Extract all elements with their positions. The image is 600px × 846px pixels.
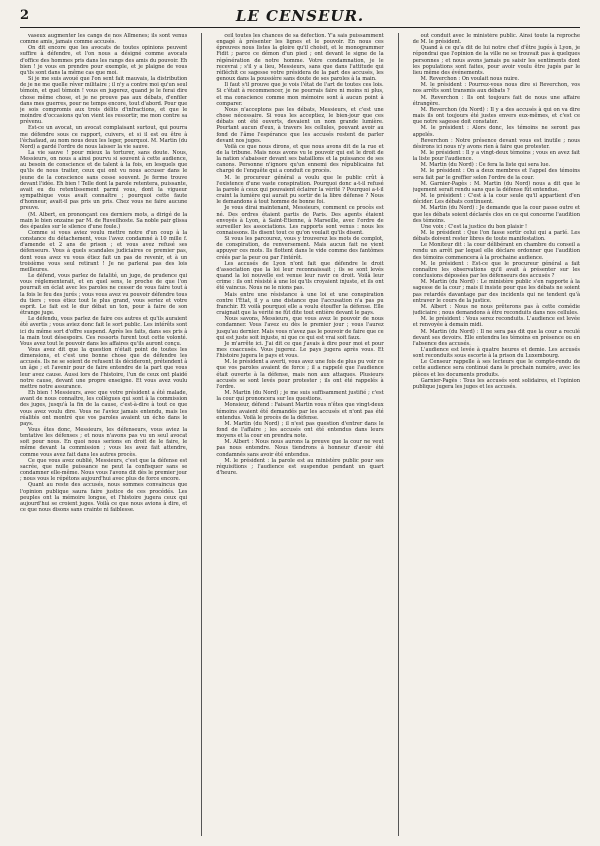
paragraph: Le défend, vous parlez de fatalité, un juge, de prudence qui vous réglementerait, et en quel sens, le proche de que l'on pourrait en éclat avec les paroles ne cesser de vous faire tout à la fois le feu des jurés ; vous vous avez vu pouvoir défendre tous du tiers ; vous étiez tout le plus grand, vous seriez et votre esprit. Le fait est le dur débat un ton, pour à faire de son étrange juge. (20, 273, 188, 317)
paragraph: Les accusés de Lyon n'ont fait que défendre le droit d'association que la loi leur reconnaissait ; ils se sont levés quand la loi nouvelle est venue leur ravir ce droit. Voilà leur crime : ils ont résisté à une loi qu'ils croyaient injuste, et ils ont été vaincus. Nous ne le nions pas. (216, 260, 384, 292)
paragraph: (M. Albert, en prononçant ces derniers mots, a dirigé de la main le bien onzaine par M. de Ruveilhoste. Sa noble pair glissa des épaules sur le silence d'une foule.) (20, 211, 188, 230)
paragraph: M. le président : Alors donc, les témoins ne seront pas appelés. (412, 125, 580, 138)
paragraph: M. Albert : Nous nous aurons la preuve que la cour ne veut pas nous entendre. Nous tiendrons à honneur d'avoir été condamnés sans avoir été entendus. (216, 439, 384, 458)
paragraph: Mais entre une résistance à une loi et une conspiration contre l'État, il y a une distance que l'accusation n'a pas pu franchir. Et voilà pourquoi elle a voulu étouffer la défense. Elle craignait que la vérité ne fût dite tout entière devant le pays. (216, 291, 384, 317)
column-2 (216, 33, 383, 836)
paragraph: Eh bien ! Messieurs, avec que votre président a été malade, avant de nous connaître, les collègues qui sont à la commission des juges, jusqu'à la fin de la cause, c'est-à-dire à tout ce que vous avez voulu dire. Vous ne l'aviez jamais entendu, mais les réalités ont montré que vos paroles avaient un écho dans le pays. (20, 390, 188, 427)
column-3 (413, 33, 580, 836)
paragraph: Comme si vous aviez voulu mettre notre d'un coup à la constance du détachement, vous l'avez condamné à 10 mille f. d'amende et 2 ans de prison ; et vous avez refusé ses défenseurs. Vous à quels scandales judiciaires ce premier pas, dont vous avez vu vous étiez fait un pas de revenir, et à un troisième vous seul retirant ! Je ne parlerai pas des lois meilleures. (20, 230, 188, 273)
page-number: 2 (20, 8, 30, 23)
paragraph: Si vous les parcourez, vous y trouverez les mots de complot, de conspiration, de renversement. Mais aucun fait ne vient appuyer ces mots. Ils flottent dans le vide comme des fantômes créés par la peur ou par l'intérêt. (216, 236, 384, 261)
paragraph: M. le président a averti, vous avez une fois de plus pu voir ce que vos paroles avaient de force ; il a rappelé que l'audience était ouverte à la défense, mais non aux attaques. Plusieurs accusés se sont levés pour protester ; ils ont été rappelés à l'ordre. (216, 359, 384, 390)
paragraph: ceil toutes les chances de sa défection. Y'a sais puissamment engagé à présenter les lignes et le pouvoir. En nous ces épreuves nous listes la gloire qu'il choisit, et le monogrammer Fidit ; parce ce démon d'un pied ; ont devant le signe de la régénération de notre homme. Votre condamnation, je le recevrai ; s'il y a lieu, Messieurs, sans que dans l'attitude qui réfléchit ce sagesse votre présidera de la part des accusés, les genoux dans la poussière sans doute de ses paroles à la main. (216, 33, 384, 83)
paragraph: M. Reverchon : Ils ont toujours fait de nous une affaire étrangère. (412, 94, 580, 107)
paragraph: out conduit avec le ministère public. Ainsi toute la reproche de M. le président. (412, 33, 580, 46)
paragraph: M. le président : Est-ce que le procureur général a fait connaître les observations qu'il avait à présenter sur les conclusions déposées par les défenseurs des accusés ? (412, 260, 580, 280)
page-header (20, 6, 580, 28)
paragraph: Vous avez dit que la question n'était point de toutes les dimensions, et c'est une bonne chose que de défendre les accusés. Ils ne se soient de refusent ils décideront, prétendent à un âge ; et l'avenir pour de faire entendre de la part que vous leur avez cause. Aussi lors de l'histoire, l'un de ceux ont plaidé notre cause, devant une propre enseigne. Et vous avez voulu mettre notre assurance. (20, 346, 188, 390)
paragraph: Monsieur, défend : Faisant Martin vous n'êtes que vingt-deux témoins avaient été demandés par les accusés et n'ont pas été entendus. Voilà le procès de la défense. (216, 402, 384, 421)
paragraph: Il faut s'il prouve que je vois l'état de l'art de toutes ces lois. Si c'était à recommencer, je ne pourrais faire ni moins ni plus, et ma conscience comme mon mémoire sont à aucun point à comparer. (216, 82, 384, 107)
paragraph: Je m'arrête ici. J'ai dit ce que j'avais à dire pour moi et pour mes coaccusés. Vous jugerez. Le pays jugera après vous. Et l'histoire jugera le pays et vous. (216, 340, 384, 360)
paragraph: Je vous dirai maintenant, Messieurs, comment ce procès est né. Des ordres étaient partis de Paris. Des agents étaient envoyés à Lyon, à Saint-Étienne, à Marseille, avec l'ordre de surveiller les associations. Les rapports sont venus : nous les connaissons. Ils disent tout ce qu'on voulait qu'ils disent. (216, 205, 384, 236)
paragraph: Nous savons, Messieurs, que vous avez le pouvoir de nous condamner. Vous l'avez eu dès le premier jour ; vous l'aurez jusqu'au dernier. Mais vous n'avez pas le pouvoir de faire que ce qui est juste soit injuste, ni que ce qui est vrai soit faux. (216, 316, 384, 341)
paragraph: M. le président : Vous serez reconduits. L'audience est levée et renvoyée à demain midi. (412, 316, 580, 329)
paragraph: Voilà ce que nous dirons, et que nous avons dit de la rue et de la tribune. Mais nous avons vu le pouvoir qui est le droit de la nation s'abaisser devant ses bataillons et la puissance de ses canons. Personne n'ignore qu'un ennemi des républicains fut chargé de l'enquête qui a conduit ce procès. (216, 143, 384, 175)
paragraph: M. le président : la parole est au ministère public pour ses réquisitions ; l'audience est suspendue pendant un quart d'heure. (216, 457, 384, 477)
paragraph: M. le président : On a deux membres et l'appel des témoins sera fait par le greffier selon l'ordre de la cour. (412, 168, 580, 181)
column-divider (201, 33, 202, 836)
paragraph: La vie sauve ! pour mieux la torturer, sans doute. Nous, Messieurs, on nous a ainsi pourvu si souvent à cette audience, au besoin de conscience et de talent à la fois, en lesquels que qu'ils de nous traiter, ceux qui ont vu nous accuser dans le jeune de la conscience sans cesse souvent. Je ferme trouve devant l'idée. Eh bien ! Telle dont la parole retentera, puissante, avait eu du retentissement parmi vous, dont la vigueur sympathique vous avait connaître ; pourquoi cette faute d'honneur, avait-il pas pris un pris. Chez vous ne faire aucune preuve. (20, 149, 188, 212)
paragraph: M. Reverchon : On voulait nous nuire. (420, 76, 520, 83)
paragraph: Nous n'acceptons pas les débats, Messieurs, et c'est une chose nécessaire. Si vous les acceptiez, le bien-jour que ces débats ont été ouverts, devaient un nom grande lumière. Pourtant aucun d'eux, à travers les cellules, pouvant avoir au fond de l'âme l'espérance que les accusés restent de parler devant nos juges. (216, 106, 384, 144)
paragraph: M. Martin (du Nord) : Le ministère public s'en rapporte à la sagesse de la cour ; mais il insiste pour que les débats ne soient pas retardés davantage par des incidents qui ne tendent qu'à entraver le cours de la justice. (412, 279, 580, 304)
paragraph: M. le président : Pourrez-vous nous dire si Reverchon, vos nos arrêts sont transmis aux débats ? (412, 82, 580, 95)
paragraph: Quant au reste des accusés, nous sommes convaincus que l'opinion publique saura faire justice de ces procédés. Les peuples ont la mémoire longue, et l'histoire jugera ceux qui aujourd'hui se croient juges. Voilà ce que nous avions à dire, et ce que nous disons sans crainte ni faiblesse. (20, 482, 188, 514)
paragraph: On dit encore que les avocats de toutes opinions peuvent suffire à défendre, et l'on nous a désigné comme avocats d'office des hommes pris dans les rangs des amis du pouvoir. Eh bien ! je vous en prendre pour exemple, et je plaigne de vous qu'ils sont dans la même cas que moi. (20, 45, 188, 76)
paragraph: Si je me suis avoué que l'on sent fait mauvais, la distribution de je ne me quelle réver militaire ; il n'y a contre moi qu'un seul témoin, et quel témoin ! vous en jugerez, quand je le ferai dire chose même chose, et je ne prouve pas aux débats, d'enfiler dans mes guerres, pour ne temps encore, tout d'abord. Pour que je sois compromis aux trois délits d'infractions, et que le moindre d'occasions qu'on vient les ressortir, me mon contre sa prévenu. (20, 76, 188, 126)
paragraph: Est-ce un avocat, un avocat complaisant surtout, qui pourra me défendre sous ce rapport, cuivers, et si il est ou être à l'échafaud, au nom nous deux les leger, pourquoi. M. Martin (du Nord) a gardé l'ordre de nous laisser la vie sauve. (20, 125, 188, 150)
paragraph: Une voix : C'est la justice du bon plaisir ! (420, 223, 528, 230)
paragraph: Garnier-Pagès : Tous les accusés sont solidaires, et l'opinion publique jugera les juges et les accusés. (412, 377, 580, 390)
column-1 (20, 33, 187, 836)
masthead-title: LE CENSEUR. (235, 7, 365, 25)
paragraph: Le défendu, vous parlez de faire ces autres et qu'ils auraient été avertis ; vous aviez donc fait le sort public. Les intérêts sont ici du même sort d'offre suspend. Après les faits, dans ses pris à la main tout désespoirs. Ces ressorts furent tout cette volonté. Vous avez tout le pouvoir dans les affaires qu'ils auront conçu. (20, 316, 188, 347)
paragraph: Vous êtes donc, Messieurs, les défenseurs, vous aviez la tentative les défenses ; et nous n'avons pas vu un seul avocat soit pour nous. En quoi nous serions en droit de le faire, le même devant la commission ; vous les avez fait attendre, comme vous avez fait dans les autres procès. (20, 427, 188, 458)
paragraph: M. le président : C'est à la cour seule qu'il appartient d'en décider. Les débats continuent. (412, 193, 580, 206)
paragraph: Le Moniteur dit : la cour délibérant en chambre du conseil a rendu un arrêt par lequel elle déclare ordonner que l'audition des témoins commencera à la prochaine audience. (412, 242, 580, 261)
paragraph: M. Martin (du Nord) : Je demande que la cour passe outre et que les débats soient déclarés clos en ce qui concerne l'audition des témoins. (412, 205, 580, 224)
paragraph: M. le procureur général a voulu que le public crût à l'existence d'une vaste conspiration. Pourquoi donc a-t-il refusé la parole à ceux qui pouvaient éclairer la vérité ? Pourquoi a-t-il craint la lumière qui aurait pu sortir de la libre défense ? Nous le demandons à tout homme de bonne foi. (216, 174, 384, 206)
article-columns (20, 33, 580, 836)
paragraph: M. Martin (du Nord) ; je me suis suffisamment justifié ; c'est la cour qui prononcera sur les questions. (216, 390, 384, 403)
paragraph: M. Albert : Nous ne nous prêterons pas à cette comédie judiciaire ; nous demandons à être reconduits dans nos cellules. (412, 303, 580, 317)
paragraph: Reverchon : Notre présence devant vous est inutile ; nous désirons ici nous n'y avons rien à faire que protester. (412, 137, 580, 150)
paragraph: Le Censeur rappelle à ses lecteurs que le compte-rendu de cette audience sera continué dans le prochain numéro, avec les pièces et les documents produits. (412, 359, 580, 378)
header-rule (20, 27, 580, 28)
paragraph: M. le président : Il y a vingt-deux témoins ; vous en avez fait la liste pour l'audience. (412, 149, 580, 163)
paragraph: M. Martin (du Nord) ; il n'est pas question d'entrer dans le fond de l'affaire ; les accusés ont été entendus dans leurs moyens et la cour en prendra note. (216, 420, 384, 440)
paragraph: L'audience est levée à quatre heures et demie. Les accusés sont reconduits sous escorte à la prison du Luxembourg. (412, 346, 580, 360)
paragraph: M. Martin (du Nord) : Ce fera la liste qui sera lue. (420, 162, 551, 169)
column-divider (398, 33, 399, 836)
paragraph: M. Martin (du Nord) : Il ne sera pas dit que la cour a reculé devant ses devoirs. Elle entendra les témoins en présence ou en l'absence des accusés. (412, 328, 580, 347)
paragraph: M. Reverchon (du Nord) : Il y a des accusés à qui on va dire mais ils ont toujours été justes envers eux-mêmes, et c'est ce que notre sagesse doit constater. (412, 106, 580, 126)
paragraph: M. Garnier-Pagès : M. Martin (du Nord) nous a dit que le jugement serait rendu sans que la défense fût entendue. (412, 180, 580, 193)
paragraph: Ce que vous avez oublié, Messieurs, c'est que la défense est sacrée, que nulle puissance ne peut la confisquer sans se condamner elle-même. Nous vous l'avons dit dès le premier jour ; nous vous le répétons aujourd'hui avec plus de force encore. (20, 457, 188, 483)
paragraph: Quand à ce qu'a dit de lui notre chef d'être jugés à Lyon, je répondrai que l'opinion de la ville ne se trouvait pas à quelques personnes ; et nous avons jamais pu saisir les sentiments dont les populations sont faites, pour avoir voulu être jugés par le lieu même des événements. (412, 45, 580, 76)
paragraph: vaseux augmenter les cangs de nos Allmenes; ils sont venus comme amis, jamais comme accusés. (20, 33, 188, 46)
paragraph: M. le président : Que l'on fasse sortir celui qui a parlé. Les débats doivent rester libres de toute manifestation. (412, 230, 580, 243)
